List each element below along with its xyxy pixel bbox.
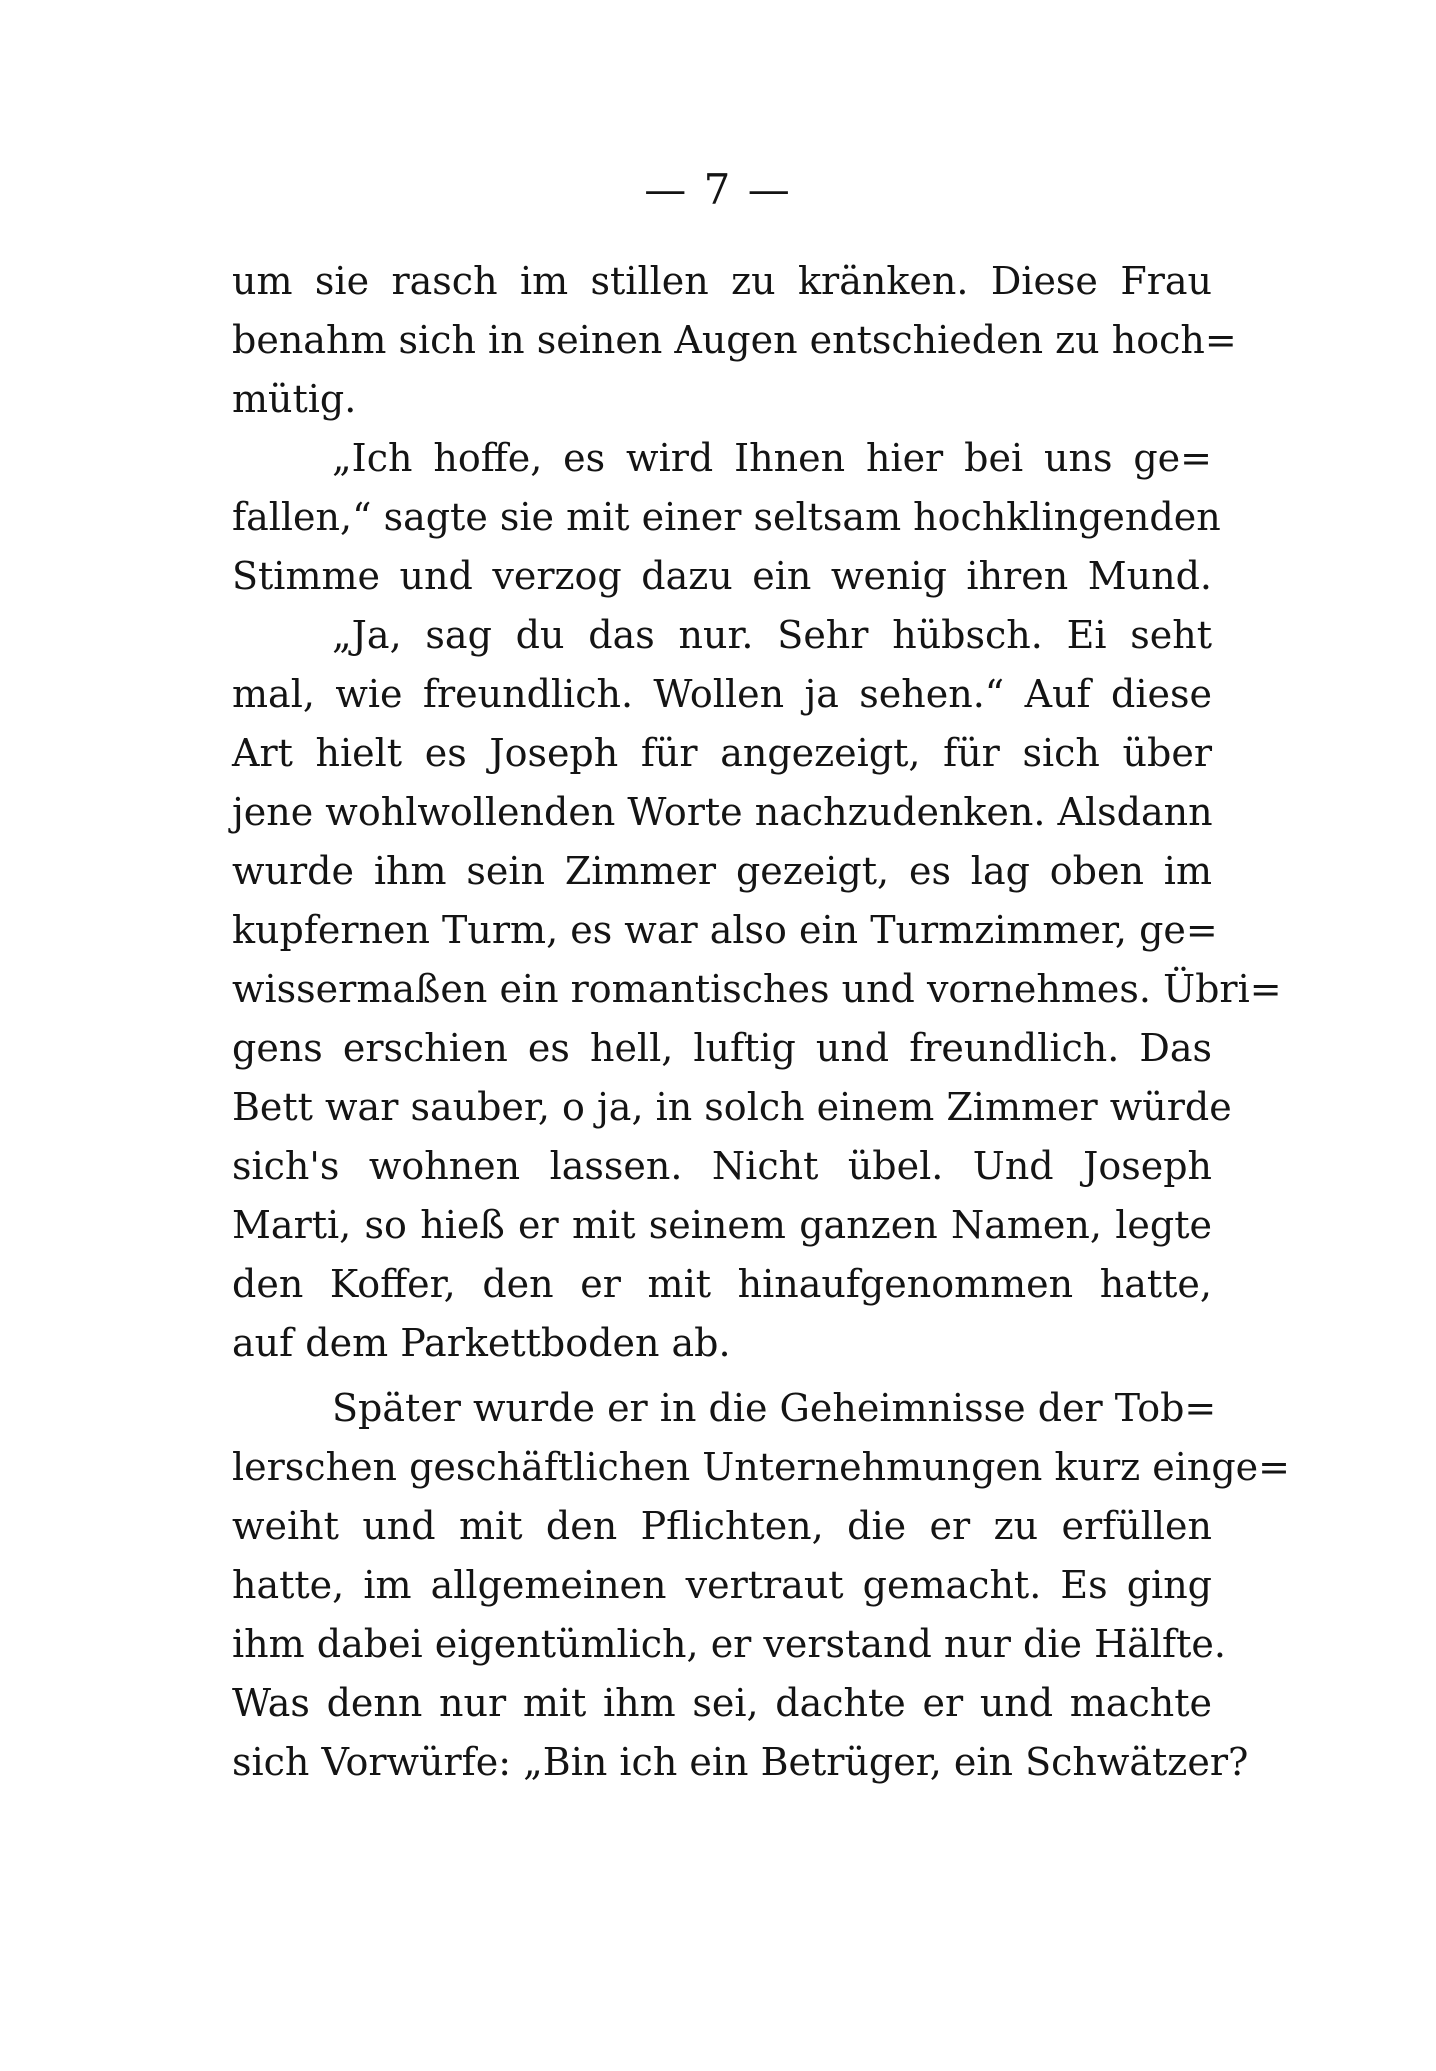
text-line: Bett war sauber, o ja, in solch einem Zimmer würde [232,1085,1232,1129]
text-line: kupfernen Turm, es war also ein Turmzimmer, ge= [232,908,1218,952]
text-line: auf dem Parkettboden ab. [232,1321,731,1365]
body-text [232,252,1291,1792]
text-line: wissermaßen ein romantisches und vornehmes. Übri= [232,967,1282,1011]
page-number: — 7 — [644,165,792,214]
text-line: „Ich hoffe, es wird Ihnen hier bei uns ge= [332,436,1212,480]
text-line: Was denn nur mit ihm sei, dachte er und machte [232,1681,1212,1725]
text-line: den Koffer, den er mit hinaufgenommen hatte, [232,1262,1212,1306]
text-line: Später wurde er in die Geheimnisse der Tob= [332,1386,1217,1430]
text-line: hatte, im allgemeinen vertraut gemacht. Es ging [232,1563,1212,1607]
text-line: Art hielt es Joseph für angezeigt, für sich über [232,731,1212,775]
text-line: Marti, so hieß er mit seinem ganzen Namen, legte [232,1203,1212,1247]
text-line: gens erschien es hell, luftig und freundlich. Das [232,1026,1212,1070]
text-line: um sie rasch im stillen zu kränken. Diese Frau [232,259,1212,303]
text-line: lerschen geschäftlichen Unternehmungen kurz einge= [232,1445,1291,1489]
text-line: jene wohlwollenden Worte nachzudenken. Alsdann [232,790,1213,834]
text-line: ihm dabei eigentümlich, er verstand nur die Hälfte. [232,1622,1226,1666]
text-line: mal, wie freundlich. Wollen ja sehen.“ Auf diese [232,672,1212,716]
text-line: sich Vorwürfe: „Bin ich ein Betrüger, ein Schwätzer? [232,1740,1249,1784]
text-line: Stimme und verzog dazu ein wenig ihren Mund. [232,554,1212,598]
text-line: sich's wohnen lassen. Nicht übel. Und Joseph [232,1144,1212,1188]
text-line: mütig. [232,377,357,421]
text-line: benahm sich in seinen Augen entschieden zu hoch= [232,318,1237,362]
text-line: wurde ihm sein Zimmer gezeigt, es lag oben im [232,849,1212,893]
text-line: „Ja, sag du das nur. Sehr hübsch. Ei seht [332,613,1212,657]
text-line: fallen,“ sagte sie mit einer seltsam hochklingenden [232,495,1221,539]
text-line: weiht und mit den Pflichten, die er zu erfüllen [232,1504,1212,1548]
